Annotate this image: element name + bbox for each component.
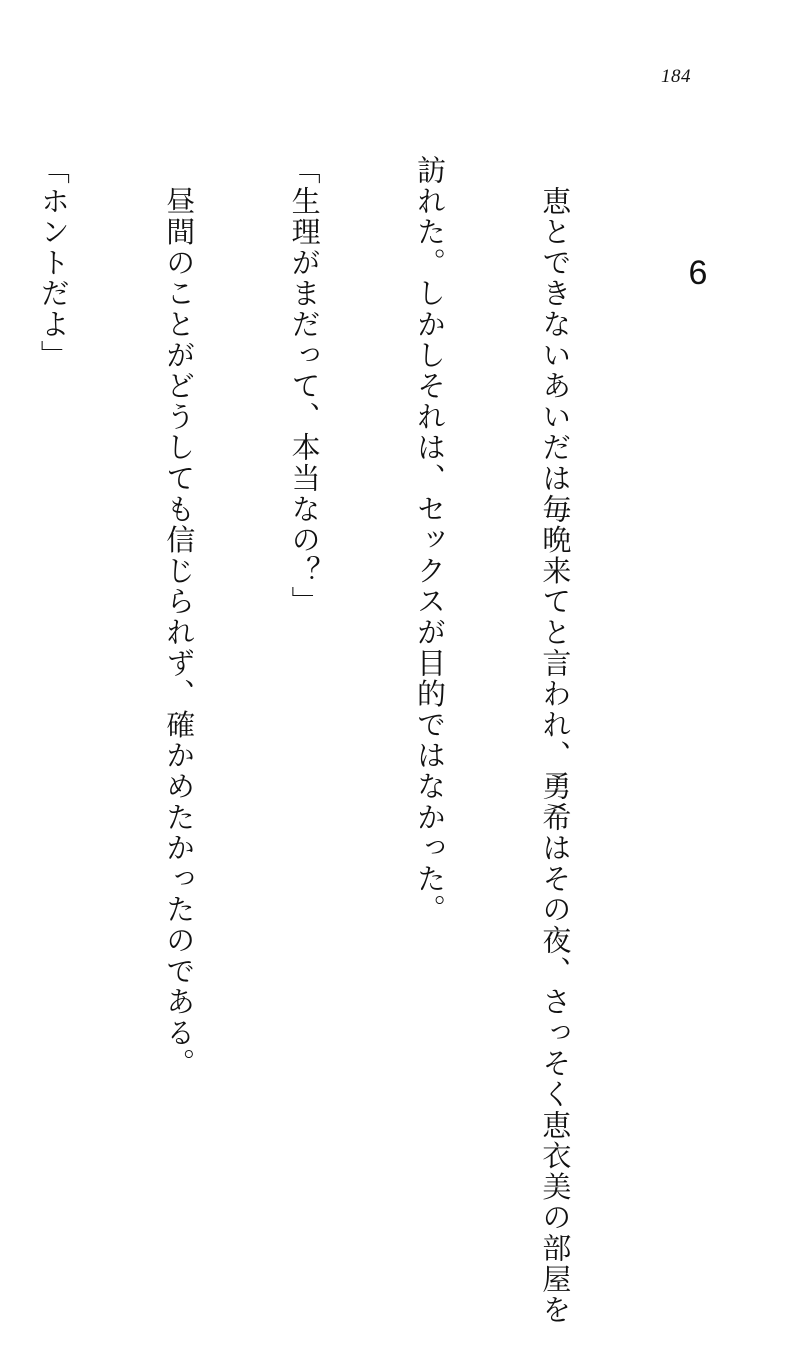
text-line: 訪れた。しかしそれは、セックスが目的ではなかった。	[413, 155, 448, 925]
text-line: 「生理がまだって、本当なの？」	[287, 155, 322, 617]
text-line: 「ホントだよ」	[36, 155, 71, 371]
vertical-text-body	[0, 155, 659, 1326]
text-line: 恵とできないあいだは毎晩来てと言われ、勇希はその夜、さっそく恵衣美の部屋を	[538, 155, 573, 1326]
text-line: 昼間のことがどうしても信じられず、確かめたかったのである。	[162, 155, 197, 1079]
page-number: 184	[661, 66, 691, 87]
chapter-number: 6	[688, 254, 708, 292]
